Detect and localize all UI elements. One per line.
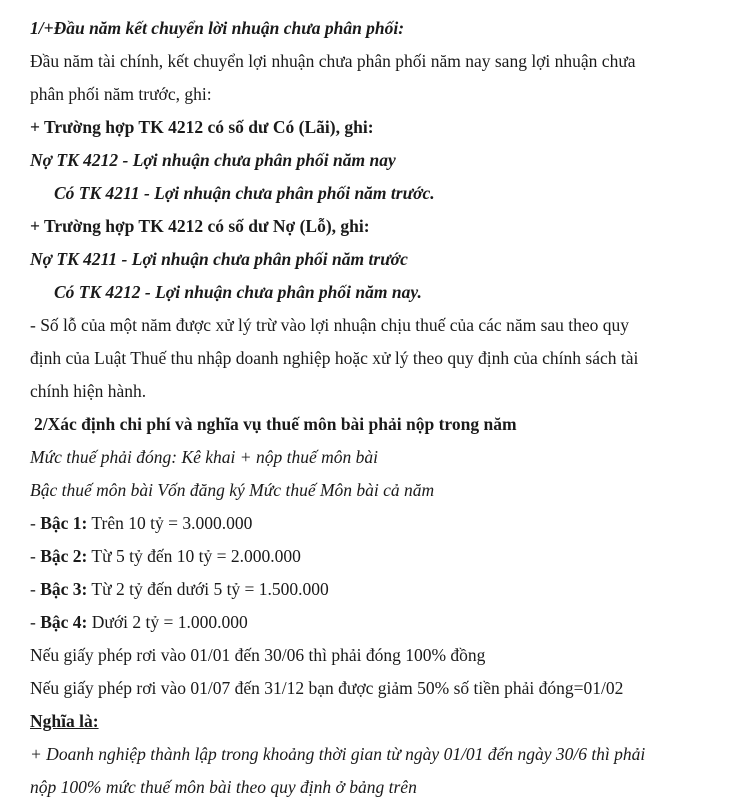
loss-note-line-3: chính hiện hành. [30, 381, 147, 401]
tier-2 [30, 545, 301, 567]
rule-second-half-year: Nếu giấy phép rơi vào 01/07 đến 31/12 bạn được giảm 50% số tiền phải đóng=01/02 [30, 678, 624, 698]
tier-prefix: - [30, 513, 41, 533]
entry-credit-4211: Có TK 4211 - Lợi nhuận chưa phân phối năm trước. [54, 183, 435, 203]
tier-label: Bậc 2: [40, 546, 88, 566]
tier-prefix: - [30, 546, 41, 566]
case-profit-heading: + Trường hợp TK 4212 có số dư Có (Lãi), ghi: [30, 117, 374, 137]
tier-3 [30, 578, 329, 600]
loss-note-line-1: - Số lỗ của một năm được xử lý trừ vào lợi nhuận chịu thuế của các năm sau theo quy [30, 315, 630, 335]
loss-note-line-2: định của Luật Thuế thu nhập doanh nghiệp hoặc xử lý theo quy định của chính sách tài [30, 348, 639, 368]
case-loss-heading: + Trường hợp TK 4212 có số dư Nợ (Lỗ), ghi: [30, 216, 370, 236]
tier-prefix: - [30, 579, 41, 599]
meaning-line-2: nộp 100% mức thuế môn bài theo quy định ở bảng trên [30, 777, 417, 797]
section-1-heading: 1/+Đầu năm kết chuyển lời nhuận chưa phân phối: [30, 18, 405, 38]
meaning-label: Nghĩa là: [30, 711, 99, 731]
entry-debit-4211: Nợ TK 4211 - Lợi nhuận chưa phân phối năm trước [30, 249, 408, 269]
entry-credit-4212: Có TK 4212 - Lợi nhuận chưa phân phối năm nay. [54, 282, 422, 302]
section-2-heading: 2/Xác định chi phí và nghĩa vụ thuế môn bài phải nộp trong năm [34, 414, 517, 434]
tier-text: Từ 5 tỷ đến 10 tỷ = 2.000.000 [87, 546, 301, 566]
tax-table-header: Bậc thuế môn bài Vốn đăng ký Mức thuế Môn bài cả năm [30, 480, 435, 500]
tax-rate-line: Mức thuế phải đóng: Kê khai + nộp thuế môn bài [30, 447, 378, 467]
tier-text: Dưới 2 tỷ = 1.000.000 [87, 612, 248, 632]
tier-label: Bậc 4: [40, 612, 88, 632]
tier-label: Bậc 3: [40, 579, 88, 599]
meaning-line-1: + Doanh nghiệp thành lập trong khoảng thời gian từ ngày 01/01 đến ngày 30/6 thì phải [30, 744, 646, 764]
section-1-intro-line-2: phân phối năm trước, ghi: [30, 84, 212, 104]
section-1-intro-line-1: Đầu năm tài chính, kết chuyển lợi nhuận chưa phân phối năm nay sang lợi nhuận chưa [30, 51, 636, 71]
tier-text: Từ 2 tỷ đến dưới 5 tỷ = 1.500.000 [87, 579, 329, 599]
tier-text: Trên 10 tỷ = 3.000.000 [87, 513, 253, 533]
tier-label: Bậc 1: [40, 513, 88, 533]
rule-first-half-year: Nếu giấy phép rơi vào 01/01 đến 30/06 thì phải đóng 100% đồng [30, 645, 486, 665]
tier-4 [30, 611, 248, 633]
tier-1 [30, 512, 252, 534]
tier-prefix: - [30, 612, 41, 632]
entry-debit-4212: Nợ TK 4212 - Lợi nhuận chưa phân phối năm nay [30, 150, 396, 170]
